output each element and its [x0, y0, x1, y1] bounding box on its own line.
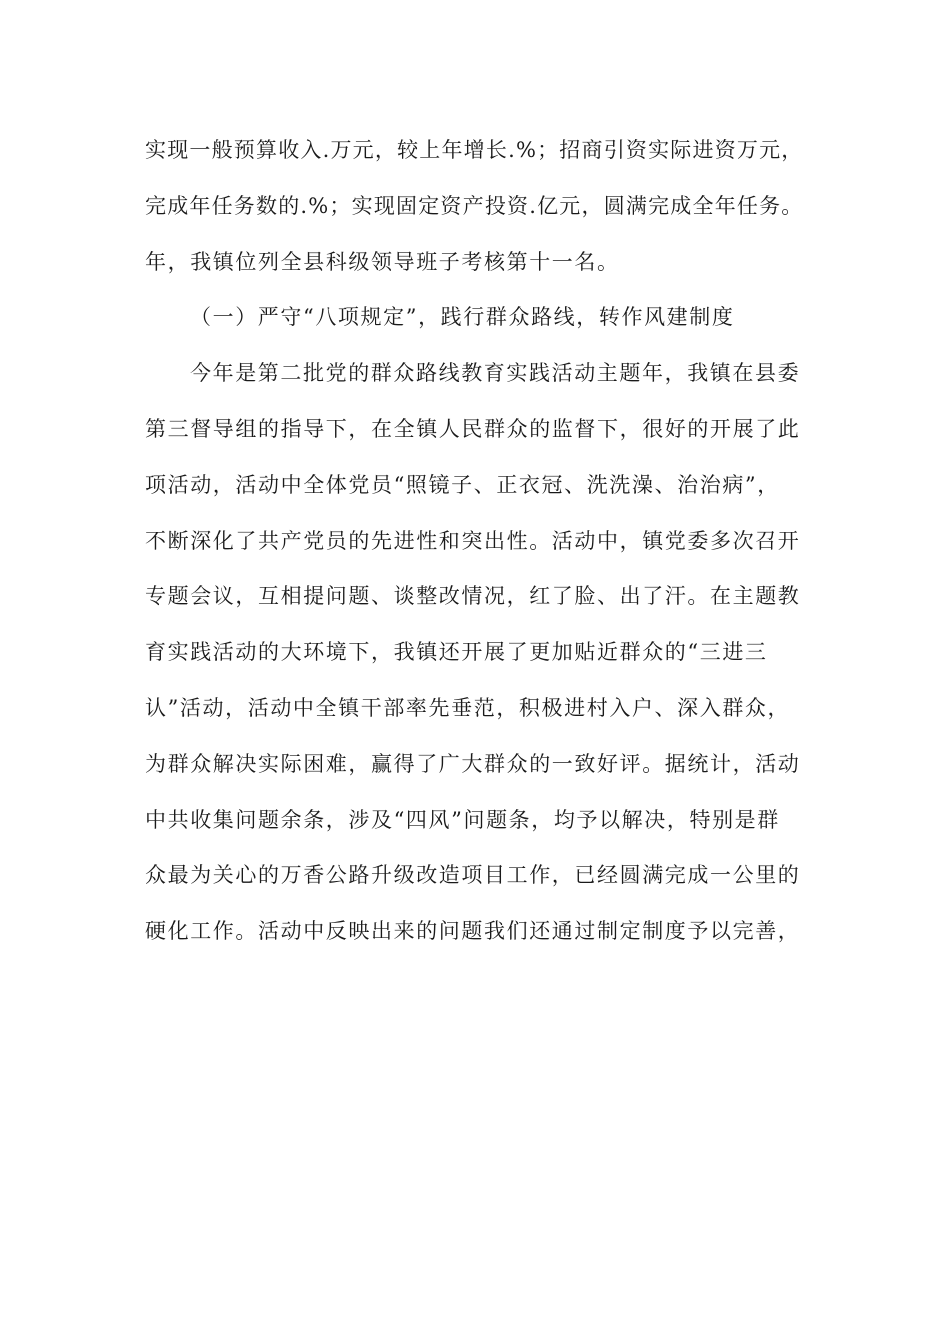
section-heading: （一）严守“八项规定”，践行群众路线，转作风建制度	[190, 305, 735, 329]
paragraph-line-6: 第三督导组的指导下，在全镇人民群众的监督下，很好的开展了此	[145, 417, 801, 441]
paragraph-line-2: 完成年任务数的.%；实现固定资产投资.亿元，圆满完成全年任务。	[145, 194, 804, 218]
paragraph-line-11: 认”活动，活动中全镇干部率先垂范，积极进村入户、深入群众，	[145, 696, 791, 720]
paragraph-line-7: 项活动，活动中全体党员“照镜子、正衣冠、洗洗澡、治治病”，	[145, 473, 780, 497]
paragraph-line-5: 今年是第二批党的群众路线教育实践活动主题年，我镇在县委	[190, 361, 801, 385]
paragraph-line-3: 年，我镇位列全县科级领导班子考核第十一名。	[145, 250, 620, 274]
paragraph-line-8: 不断深化了共产党员的先进性和突出性。活动中，镇党委多次召开	[145, 529, 801, 553]
paragraph-line-1: 实现一般预算收入.万元，较上年增长.%；招商引资实际进资万元，	[145, 138, 804, 162]
paragraph-line-9: 专题会议，互相提问题、谈整改情况，红了脸、出了汗。在主题教	[145, 584, 801, 608]
paragraph-line-13: 中共收集问题余条，涉及“四风”问题条，均予以解决，特别是群	[145, 808, 780, 832]
paragraph-line-10: 育实践活动的大环境下，我镇还开展了更加贴近群众的“三进三	[145, 640, 768, 664]
paragraph-line-15: 硬化工作。活动中反映出来的问题我们还通过制定制度予以完善，	[145, 919, 801, 943]
paragraph-line-12: 为群众解决实际困难，赢得了广大群众的一致好评。据统计，活动	[145, 752, 801, 776]
paragraph-line-14: 众最为关心的万香公路升级改造项目工作，已经圆满完成一公里的	[145, 863, 801, 887]
